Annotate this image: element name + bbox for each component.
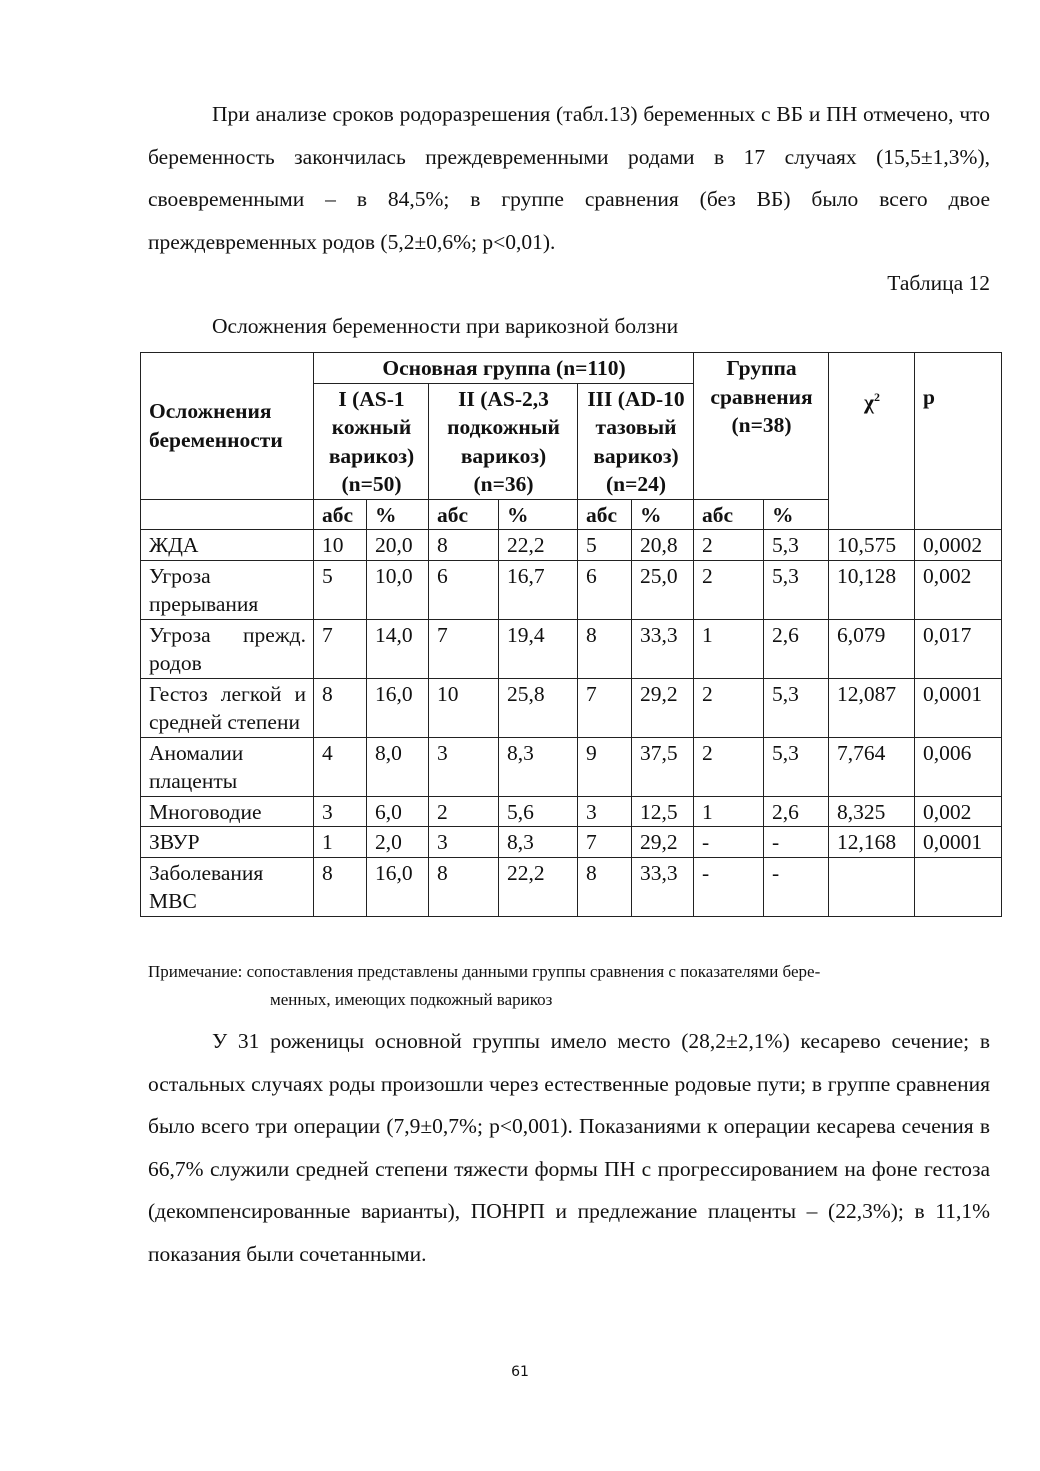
head-empty (141, 499, 314, 530)
table-cell: 10 (429, 678, 499, 737)
table-cell: 2 (694, 737, 764, 796)
row-label: Многоводие (141, 796, 314, 827)
paragraph-caesarean-text: У 31 роженицы основной группы имело место (28,2±2,1%) кесарево сечение; в остальных случаях роды произошли через естественные родовые пути; в группе сравнения было всего три операции (7,9±0,7%; p<0,001). Показаниями к операции кесарева сечения в 66,7% служили средней степени тяжести формы ПН с прогрессированием на фоне гестоза (декомпенсированные варианты), ПОНРП и предлежание плаценты – (22,3%); в 11,1% показания были сочетанными. (148, 1029, 990, 1266)
table-cell: 6,0 (367, 796, 429, 827)
table-cell: 22,2 (499, 857, 578, 916)
table-cell: 14,0 (367, 619, 429, 678)
table-note (148, 958, 993, 1014)
table-body (141, 530, 1002, 917)
table-cell: - (694, 827, 764, 858)
table-cell: 1 (314, 827, 367, 858)
table-cell: 6 (429, 560, 499, 619)
table-cell: 16,7 (499, 560, 578, 619)
table-cell: 7 (314, 619, 367, 678)
table-cell: 8 (578, 619, 632, 678)
table-cell: 16,0 (367, 678, 429, 737)
paragraph-intro (148, 93, 990, 263)
table-cell: - (694, 857, 764, 916)
table-cell: 2 (429, 796, 499, 827)
table-cell: 12,168 (829, 827, 915, 858)
table-label: Таблица 12 (887, 271, 990, 295)
head-group-3: III (AD-10 тазовый варикоз) (n=24) (578, 383, 694, 499)
table-cell: 2,6 (764, 619, 829, 678)
table-caption: Осложнения беременности при варикозной болзни (212, 314, 679, 338)
head-abs: абс (694, 499, 764, 530)
table-cell: 33,3 (632, 619, 694, 678)
table-cell: 1 (694, 796, 764, 827)
table-cell: 7 (429, 619, 499, 678)
table-cell: 9 (578, 737, 632, 796)
table-row (141, 857, 1002, 916)
table-cell: 0,017 (915, 619, 1002, 678)
table-cell: 0,0002 (915, 530, 1002, 561)
table-cell: 12,087 (829, 678, 915, 737)
table-cell: 29,2 (632, 678, 694, 737)
row-label: ЖДА (141, 530, 314, 561)
table-cell: 8,3 (499, 737, 578, 796)
table-cell: 5,3 (764, 737, 829, 796)
head-pct: % (632, 499, 694, 530)
head-group-2: II (AS-2,3 подкожный варикоз) (n=36) (429, 383, 578, 499)
head-pct: % (499, 499, 578, 530)
head-main-group: Основная группа (n=110) (314, 353, 694, 384)
head-chi-square (829, 353, 915, 530)
table-cell (915, 857, 1002, 916)
table-cell: 6,079 (829, 619, 915, 678)
table-cell: 2 (694, 678, 764, 737)
row-label: Угроза прежд. родов (141, 619, 314, 678)
table-cell: 25,8 (499, 678, 578, 737)
table-cell: 10 (314, 530, 367, 561)
table-cell: 7 (578, 827, 632, 858)
table-cell: 16,0 (367, 857, 429, 916)
table-cell: 3 (578, 796, 632, 827)
table-cell: 5,3 (764, 530, 829, 561)
row-label: Аномалии плаценты (141, 737, 314, 796)
table-cell: 5 (578, 530, 632, 561)
table-row (141, 530, 1002, 561)
table-cell: - (764, 827, 829, 858)
table-cell: 29,2 (632, 827, 694, 858)
table-cell: 2,6 (764, 796, 829, 827)
table-cell: 25,0 (632, 560, 694, 619)
note-line-2: менных, имеющих подкожный варикоз (270, 990, 553, 1009)
table-cell: - (764, 857, 829, 916)
table-cell: 0,0001 (915, 827, 1002, 858)
table-cell: 8 (578, 857, 632, 916)
table-cell: 6 (578, 560, 632, 619)
table-cell: 10,575 (829, 530, 915, 561)
head-complications: Осложнения беременности (141, 353, 314, 500)
table-row (141, 619, 1002, 678)
head-abs: абс (578, 499, 632, 530)
row-label: Гестоз легкой и средней степени (141, 678, 314, 737)
table-cell: 8,325 (829, 796, 915, 827)
table-row (141, 737, 1002, 796)
table-cell: 8 (314, 857, 367, 916)
head-pct: % (367, 499, 429, 530)
table-cell: 5,3 (764, 560, 829, 619)
table-row (141, 678, 1002, 737)
chi-superscript: 2 (873, 390, 880, 404)
row-label: Заболевания МВС (141, 857, 314, 916)
table-cell: 0,0001 (915, 678, 1002, 737)
head-group-1: I (AS-1 кожный варикоз) (n=50) (314, 383, 429, 499)
table-cell: 0,002 (915, 796, 1002, 827)
table-row (141, 796, 1002, 827)
row-label: Угроза прерывания (141, 560, 314, 619)
table-cell: 4 (314, 737, 367, 796)
table-cell: 10,0 (367, 560, 429, 619)
table-cell: 7 (578, 678, 632, 737)
head-comparison: Группа сравнения (n=38) (694, 353, 829, 500)
table-cell: 3 (429, 827, 499, 858)
table-cell: 8,0 (367, 737, 429, 796)
table-cell: 37,5 (632, 737, 694, 796)
table-row (141, 827, 1002, 858)
paragraph-intro-text: При анализе сроков родоразрешения (табл.13) беременных с ВБ и ПН отмечено, что беременность закончилась преждевременными родами в 17 случаях (15,5±1,3%), своевременными – в 84,5%; в группе сравнения (без ВБ) было всего двое преждевременных родов (5,2±0,6%; p<0,01). (148, 102, 990, 254)
table-cell: 20,0 (367, 530, 429, 561)
table-cell: 10,128 (829, 560, 915, 619)
table-cell: 3 (314, 796, 367, 827)
table-cell: 1 (694, 619, 764, 678)
paragraph-caesarean (148, 1020, 990, 1275)
table-cell: 0,002 (915, 560, 1002, 619)
head-abs: абс (429, 499, 499, 530)
table-cell: 2 (694, 530, 764, 561)
table-cell: 5,3 (764, 678, 829, 737)
note-line-1: Примечание: сопоставления представлены данными группы сравнения с показателями бере- (148, 962, 821, 981)
table-cell: 12,5 (632, 796, 694, 827)
head-p: p (915, 353, 1002, 530)
table-row (141, 560, 1002, 619)
head-pct: % (764, 499, 829, 530)
table-cell: 8 (429, 857, 499, 916)
table-cell: 8 (429, 530, 499, 561)
complications-table (140, 352, 1002, 917)
table-cell: 3 (429, 737, 499, 796)
chi-symbol: χ (864, 390, 874, 415)
head-abs: абс (314, 499, 367, 530)
table-cell (829, 857, 915, 916)
table-cell: 5 (314, 560, 367, 619)
table-cell: 2,0 (367, 827, 429, 858)
table-cell: 2 (694, 560, 764, 619)
row-label: ЗВУР (141, 827, 314, 858)
table-cell: 33,3 (632, 857, 694, 916)
table-cell: 22,2 (499, 530, 578, 561)
table-cell: 5,6 (499, 796, 578, 827)
table-cell: 19,4 (499, 619, 578, 678)
page-number: 61 (511, 1364, 529, 1380)
table-cell: 7,764 (829, 737, 915, 796)
table-cell: 8,3 (499, 827, 578, 858)
table-cell: 0,006 (915, 737, 1002, 796)
table-cell: 20,8 (632, 530, 694, 561)
table-cell: 8 (314, 678, 367, 737)
